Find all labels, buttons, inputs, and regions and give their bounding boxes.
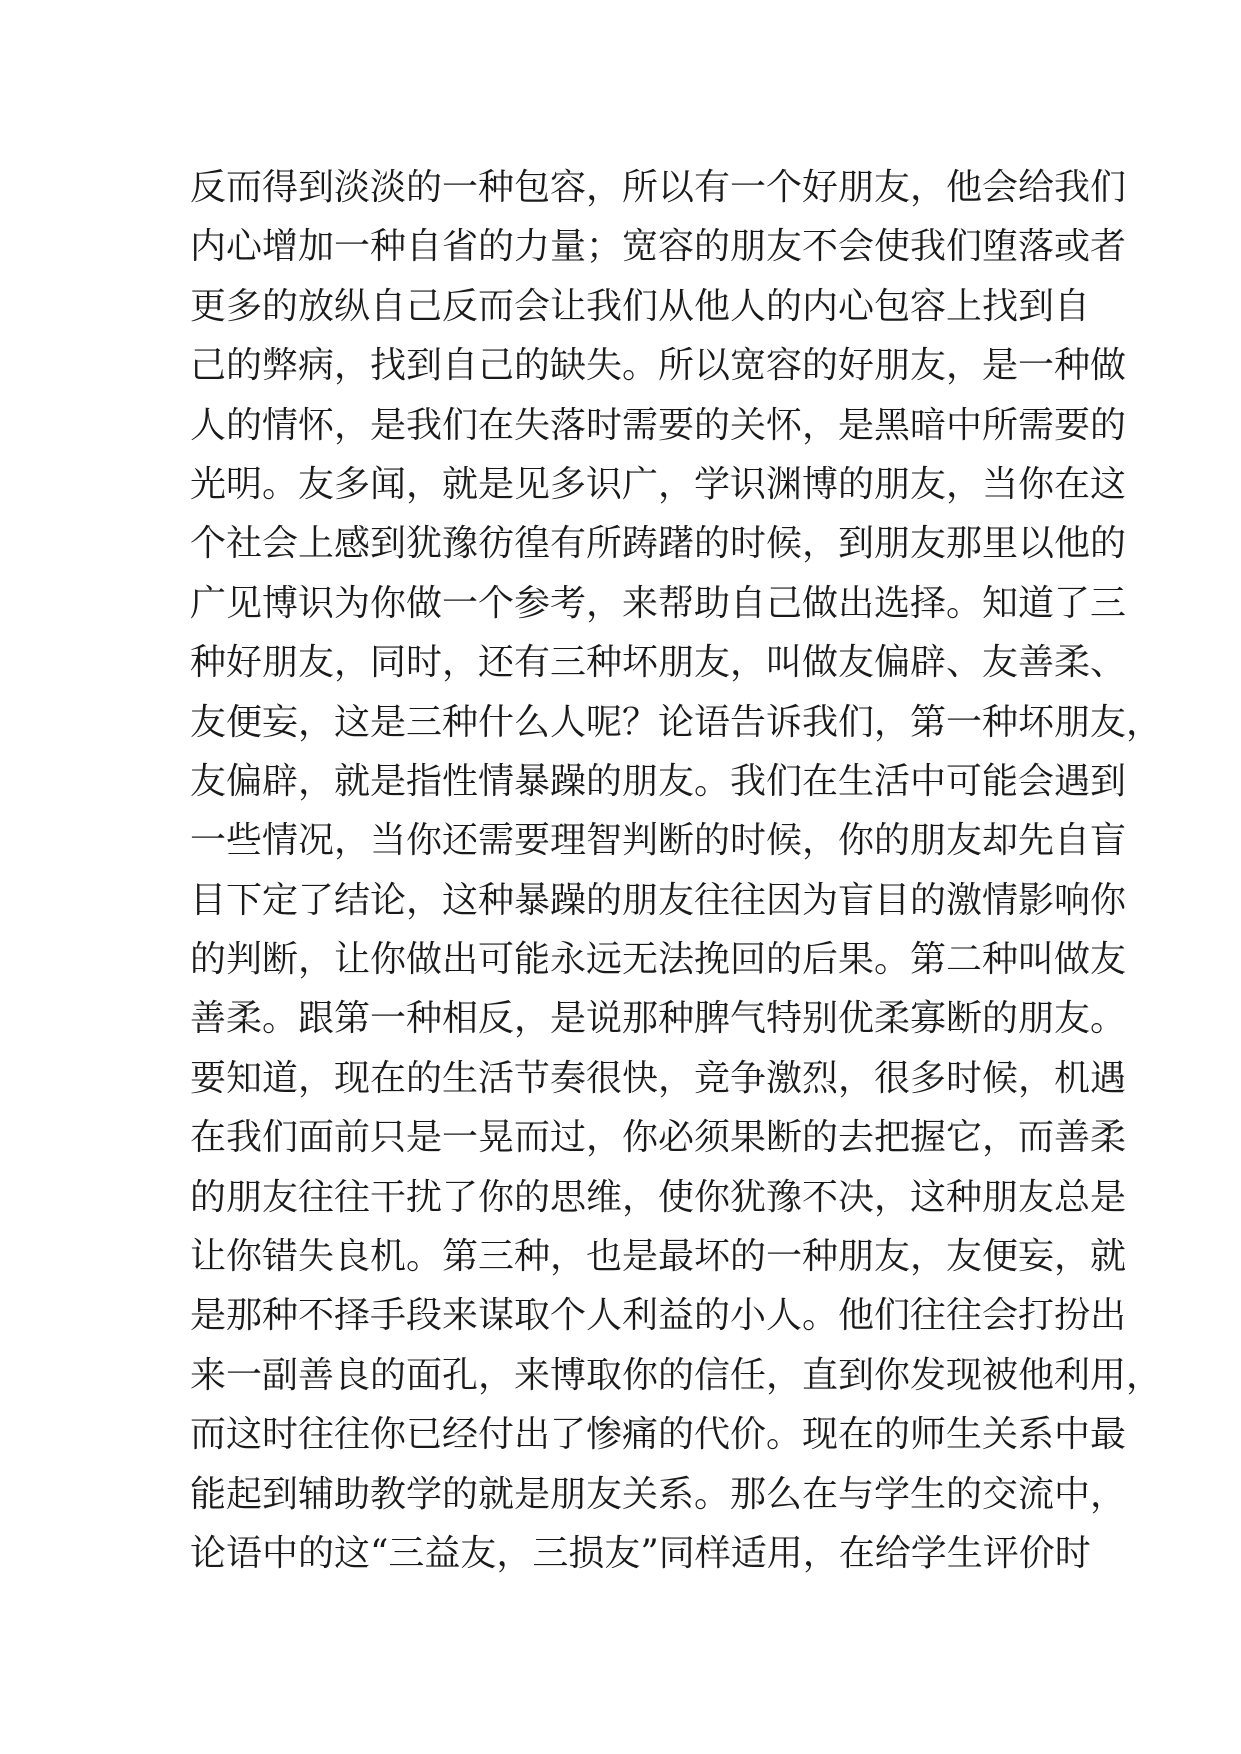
text-line: 目下定了结论，这种暴躁的朋友往往因为盲目的激情影响你 [190, 879, 1127, 921]
text-line: 要知道，现在的生活节奏很快，竞争激烈，很多时候，机遇 [190, 1057, 1127, 1099]
text-line: 己的弊病，找到自己的缺失。所以宽容的好朋友，是一种做 [190, 345, 1127, 387]
text-line: 在我们面前只是一晃而过，你必须果断的去把握它，而善柔 [190, 1117, 1127, 1159]
text-line: 友偏辟，就是指性情暴躁的朋友。我们在生活中可能会遇到 [190, 760, 1127, 802]
text-line: 来一副善良的面孔，来博取你的信任，直到你发现被他利用， [190, 1354, 1163, 1396]
text-line: 一些情况，当你还需要理智判断的时候，你的朋友却先自盲 [190, 820, 1127, 862]
text-line: 人的情怀，是我们在失落时需要的关怀，是黑暗中所需要的 [190, 404, 1127, 446]
text-line: 更多的放纵自己反而会让我们从他人的内心包容上找到自 [190, 285, 1091, 327]
text-line: 的判断，让你做出可能永远无法挽回的后果。第二种叫做友 [190, 939, 1127, 981]
text-line: 让你错失良机。第三种，也是最坏的一种朋友，友便妄，就 [190, 1236, 1127, 1278]
text-line: 而这时往往你已经付出了惨痛的代价。现在的师生关系中最 [190, 1414, 1127, 1456]
text-line: 种好朋友，同时，还有三种坏朋友，叫做友偏辟、友善柔、 [190, 642, 1127, 684]
text-line: 内心增加一种自省的力量；宽容的朋友不会使我们堕落或者 [190, 226, 1127, 268]
text-line: 的朋友往往干扰了你的思维，使你犹豫不决，这种朋友总是 [190, 1176, 1127, 1218]
text-line: 个社会上感到犹豫彷徨有所踌躇的时候，到朋友那里以他的 [190, 523, 1127, 565]
text-line: 广见博识为你做一个参考，来帮助自己做出选择。知道了三 [190, 582, 1127, 624]
text-line: 友便妄，这是三种什么人呢？论语告诉我们，第一种坏朋友， [190, 701, 1163, 743]
text-line: 光明。友多闻，就是见多识广，学识渊博的朋友，当你在这 [190, 463, 1127, 505]
text-line: 善柔。跟第一种相反，是说那种脾气特别优柔寡断的朋友。 [190, 998, 1127, 1040]
body-text [190, 158, 1163, 1583]
text-line: 是那种不择手段来谋取个人利益的小人。他们往往会打扮出 [190, 1295, 1127, 1337]
text-line: 论语中的这“三益友，三损友”同样适用，在给学生评价时 [190, 1532, 1091, 1574]
text-line: 反而得到淡淡的一种包容，所以有一个好朋友，他会给我们 [190, 167, 1127, 208]
text-line: 能起到辅助教学的就是朋友关系。那么在与学生的交流中， [190, 1473, 1127, 1515]
